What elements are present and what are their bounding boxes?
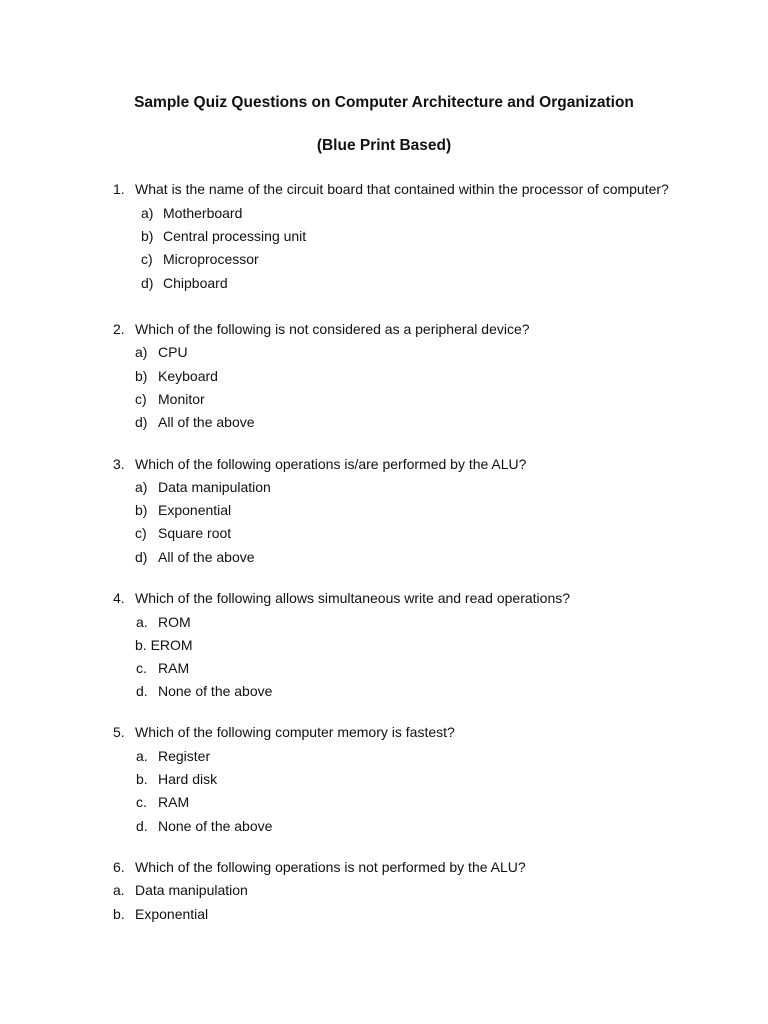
- option-label: b): [135, 502, 148, 518]
- option-label: b): [135, 368, 148, 384]
- document-subtitle: (Blue Print Based): [316, 137, 452, 154]
- option-text: Monitor: [158, 391, 205, 407]
- option-text: Central processing unit: [163, 228, 307, 244]
- option-text: Register: [158, 748, 211, 764]
- option-text: All of the above: [158, 414, 255, 430]
- question-number: 5.: [113, 724, 125, 740]
- option-label: c): [135, 391, 147, 407]
- option-label: c.: [136, 660, 147, 676]
- option-text: Chipboard: [163, 275, 228, 291]
- option-text: RAM: [158, 660, 190, 676]
- option-text: Data manipulation: [158, 479, 271, 495]
- option-text: None of the above: [158, 818, 273, 834]
- option-label: c): [135, 525, 147, 541]
- question-number: 6.: [113, 859, 125, 875]
- option-label: d): [141, 275, 154, 291]
- option-text: Hard disk: [158, 771, 218, 787]
- option-text: CPU: [158, 344, 188, 360]
- option-text: Square root: [158, 525, 232, 541]
- option-text: Exponential: [135, 906, 209, 922]
- option-label: c): [141, 251, 153, 267]
- document-title: Sample Quiz Questions on Computer Architecture and Organization: [134, 94, 634, 111]
- question-text: Which of the following is not considered as a peripheral device?: [135, 321, 530, 337]
- option-label: d.: [136, 818, 148, 834]
- option-label: b.: [113, 906, 125, 922]
- option-label: a): [135, 479, 148, 495]
- question-text: Which of the following operations is/are performed by the ALU?: [135, 456, 527, 472]
- option-text: Exponential: [158, 502, 232, 518]
- question-number: 4.: [113, 590, 125, 606]
- option-text: RAM: [158, 794, 190, 810]
- option-label: d.: [136, 683, 148, 699]
- option-label: a.: [136, 748, 148, 764]
- option-label: a.: [113, 882, 125, 898]
- option-text: ROM: [158, 614, 191, 630]
- question-text: Which of the following operations is not performed by the ALU?: [135, 859, 526, 875]
- question-text: Which of the following computer memory is fastest?: [135, 724, 455, 740]
- option-text: All of the above: [158, 549, 255, 565]
- option-label: a): [135, 344, 148, 360]
- option-label: d): [135, 414, 148, 430]
- question-number: 1.: [113, 181, 125, 197]
- option-label: a): [141, 205, 154, 221]
- option-label: b): [141, 228, 154, 244]
- question-text: What is the name of the circuit board that contained within the processor of computer?: [135, 181, 669, 197]
- option-text: None of the above: [158, 683, 273, 699]
- option-label: b.: [136, 771, 148, 787]
- option-label: d): [135, 549, 148, 565]
- option-text: Data manipulation: [135, 882, 248, 898]
- option-text: Microprocessor: [163, 251, 259, 267]
- option-label: c.: [136, 794, 147, 810]
- option-text: b. EROM: [135, 637, 193, 653]
- option-text: Motherboard: [163, 205, 243, 221]
- question-number: 2.: [113, 321, 125, 337]
- option-label: a.: [136, 614, 148, 630]
- option-text: Keyboard: [158, 368, 218, 384]
- question-number: 3.: [113, 456, 125, 472]
- question-text: Which of the following allows simultaneous write and read operations?: [135, 590, 571, 606]
